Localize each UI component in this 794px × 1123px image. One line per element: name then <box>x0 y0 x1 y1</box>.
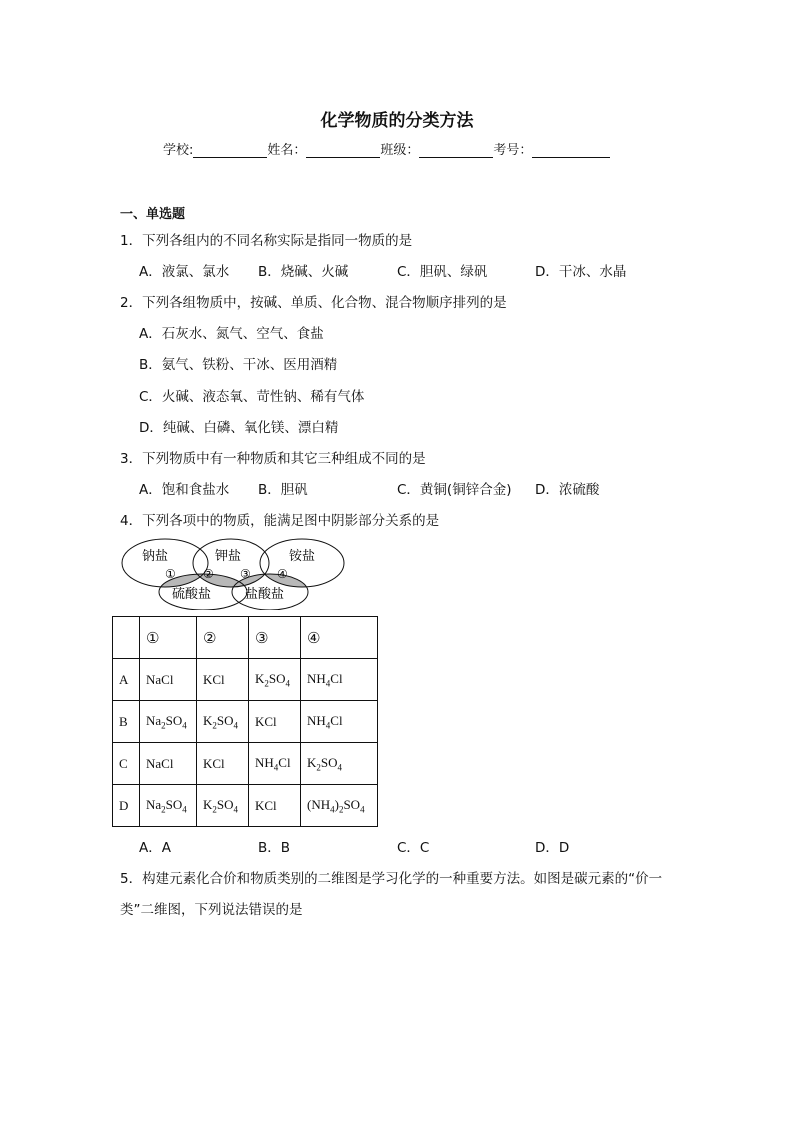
table-header-cell: ④ <box>301 617 378 659</box>
formula-text: Cl <box>278 754 291 770</box>
formula-text: KCl <box>255 797 277 813</box>
formula-subscript: 4 <box>233 804 239 815</box>
formula-text: SO <box>320 754 338 770</box>
venn-label-sodium: 钠盐 <box>142 549 169 564</box>
name-label: 姓名： <box>267 143 307 158</box>
formula-subscript: 4 <box>285 678 291 689</box>
table-cell <box>197 743 249 785</box>
formula-text: SO <box>216 796 234 812</box>
table-cell <box>140 659 197 701</box>
formula-text: Na <box>146 712 162 728</box>
table-row-label: C <box>113 743 140 785</box>
table-header-cell: ③ <box>249 617 301 659</box>
formula-subscript: 2 <box>316 762 321 773</box>
q4-option-c[interactable]: C．C <box>397 840 430 856</box>
q1-option-d[interactable]: D．干冰、水晶 <box>535 264 627 280</box>
formula-text: (NH <box>307 796 331 812</box>
question-5-stem-line-2: 类”二维图，下列说法错误的是 <box>120 902 303 918</box>
formula-subscript: 4 <box>325 678 331 689</box>
venn-label-sulfate: 硫酸盐 <box>172 587 212 602</box>
formula-text: SO <box>165 712 183 728</box>
table-row-label: D <box>113 785 140 827</box>
table-cell <box>140 701 197 743</box>
q4-table <box>112 616 378 827</box>
table-cell <box>301 743 378 785</box>
question-2-stem: 2．下列各组物质中，按碱、单质、化合物、混合物顺序排列的是 <box>120 295 507 311</box>
formula-text: NaCl <box>146 755 174 771</box>
section-heading: 一、单选题 <box>120 207 186 222</box>
q3-option-c[interactable]: C．黄铜(铜锌合金) <box>397 482 512 498</box>
venn-mark-1: ① <box>165 567 176 581</box>
table-row <box>113 659 378 701</box>
q2-option-d[interactable]: D．纯碱、白磷、氧化镁、漂白精 <box>139 420 339 436</box>
venn-diagram <box>118 536 358 610</box>
table-cell <box>301 785 378 827</box>
q2-option-a[interactable]: A．石灰水、氮气、空气、食盐 <box>139 326 324 342</box>
table-header-cell: ① <box>140 617 197 659</box>
formula-subscript: 4 <box>273 762 279 773</box>
table-cell <box>301 659 378 701</box>
formula-text: Cl <box>330 712 343 728</box>
class-field[interactable] <box>419 143 493 158</box>
q3-option-b[interactable]: B．胆矾 <box>258 482 308 498</box>
table-row <box>113 743 378 785</box>
formula-text: NH <box>307 670 326 686</box>
formula-subscript: 2 <box>161 804 166 815</box>
formula-text: K <box>203 796 213 812</box>
q1-option-a[interactable]: A．液氯、氯水 <box>139 264 230 280</box>
formula-text: NaCl <box>146 671 174 687</box>
formula-subscript: 4 <box>330 804 335 815</box>
formula-subscript: 2 <box>161 720 166 731</box>
formula-subscript: 4 <box>325 720 331 731</box>
formula-text: SO <box>268 670 286 686</box>
q4-option-a[interactable]: A．A <box>139 840 171 856</box>
student-info-line <box>163 139 610 158</box>
formula-text: ) <box>334 796 339 812</box>
q3-option-d[interactable]: D．浓硫酸 <box>535 482 600 498</box>
question-3-stem: 3．下列物质中有一种物质和其它三种组成不同的是 <box>120 451 426 467</box>
table-cell <box>301 701 378 743</box>
name-field[interactable] <box>306 143 380 158</box>
school-label: 学校: <box>163 143 194 158</box>
formula-subscript: 2 <box>212 804 217 815</box>
formula-text: NH <box>307 712 326 728</box>
table-cell <box>140 785 197 827</box>
table-cell <box>249 659 301 701</box>
table-cell <box>197 659 249 701</box>
venn-label-chloride: 盐酸盐 <box>245 587 285 602</box>
q2-option-c[interactable]: C．火碱、液态氧、苛性钠、稀有气体 <box>139 389 365 405</box>
table-cell <box>249 743 301 785</box>
question-1-stem: 1．下列各组内的不同名称实际是指同一物质的是 <box>120 233 413 249</box>
formula-subscript: 2 <box>212 720 217 731</box>
venn-mark-4: ④ <box>277 567 288 581</box>
q2-option-b[interactable]: B．氨气、铁粉、干冰、医用酒精 <box>139 357 338 373</box>
formula-text: SO <box>165 796 183 812</box>
formula-subscript: 4 <box>337 762 343 773</box>
venn-label-potassium: 钾盐 <box>215 549 242 564</box>
formula-text: KCl <box>203 755 225 771</box>
q3-option-a[interactable]: A．饱和食盐水 <box>139 482 230 498</box>
formula-subscript: 4 <box>233 720 239 731</box>
formula-subscript: 2 <box>338 804 344 815</box>
formula-subscript: 2 <box>264 678 269 689</box>
formula-text: KCl <box>255 713 277 729</box>
page-title: 化学物质的分类方法 <box>320 111 474 131</box>
number-field[interactable] <box>532 143 610 158</box>
question-4-stem: 4．下列各项中的物质，能满足图中阴影部分关系的是 <box>120 513 440 529</box>
venn-label-ammonium: 铵盐 <box>289 549 316 564</box>
table-cell <box>249 785 301 827</box>
formula-text: K <box>203 712 213 728</box>
table-row <box>113 701 378 743</box>
formula-text: SO <box>216 712 234 728</box>
table-cell <box>197 701 249 743</box>
table-cell <box>249 701 301 743</box>
formula-text: K <box>307 754 317 770</box>
q4-option-d[interactable]: D．D <box>535 840 570 856</box>
formula-text: SO <box>343 796 361 812</box>
table-row-label: B <box>113 701 140 743</box>
table-row <box>113 785 378 827</box>
q1-option-b[interactable]: B．烧碱、火碱 <box>258 264 349 280</box>
venn-mark-2: ② <box>203 567 214 581</box>
number-label: 考号： <box>493 143 533 158</box>
formula-text: NH <box>255 754 274 770</box>
venn-mark-3: ③ <box>240 567 251 581</box>
table-row-label: A <box>113 659 140 701</box>
q1-option-c[interactable]: C．胆矾、绿矾 <box>397 264 488 280</box>
q4-option-b[interactable]: B．B <box>258 840 291 856</box>
table-cell <box>140 743 197 785</box>
class-label: 班级： <box>380 143 420 158</box>
formula-subscript: 4 <box>182 720 187 731</box>
table-header-cell <box>113 617 140 659</box>
formula-subscript: 4 <box>360 804 365 815</box>
table-cell <box>197 785 249 827</box>
formula-text: K <box>255 670 265 686</box>
formula-subscript: 4 <box>182 804 187 815</box>
table-header-cell: ② <box>197 617 249 659</box>
formula-text: Cl <box>330 670 343 686</box>
formula-text: Na <box>146 796 162 812</box>
table-header-row <box>113 617 378 659</box>
formula-text: KCl <box>203 671 225 687</box>
question-5-stem-line-1: 5．构建元素化合价和物质类别的二维图是学习化学的一种重要方法。如图是碳元素的“价一 <box>120 871 663 887</box>
school-field[interactable] <box>193 143 267 158</box>
